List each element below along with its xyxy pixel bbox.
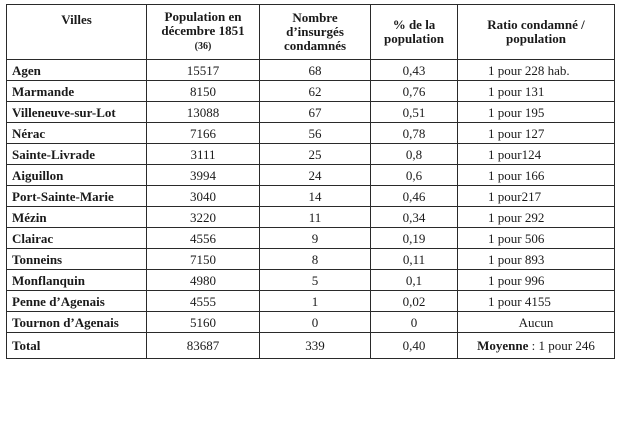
table-row [7, 186, 615, 207]
table-row [7, 228, 615, 249]
ratio-cell: 1 pour 292 [458, 207, 615, 228]
condemned-cell: 56 [260, 123, 371, 144]
percent-cell: 0,19 [371, 228, 458, 249]
ratio-cell: 1 pour 131 [458, 81, 615, 102]
ratio-cell: 1 pour217 [458, 186, 615, 207]
percent-cell: 0,8 [371, 144, 458, 165]
ratio-cell: 1 pour124 [458, 144, 615, 165]
insurgents-table [6, 4, 615, 359]
population-cell: 3994 [147, 165, 260, 186]
ratio-cell: 1 pour 228 hab. [458, 60, 615, 81]
town-cell: Villeneuve-sur-Lot [7, 102, 147, 123]
total-ratio-value: : 1 pour 246 [528, 338, 595, 353]
percent-cell: 0,1 [371, 270, 458, 291]
population-cell: 3040 [147, 186, 260, 207]
ratio-cell: Aucun [458, 312, 615, 333]
condemned-cell: 68 [260, 60, 371, 81]
population-cell: 5160 [147, 312, 260, 333]
header-insurgents: Nombre d’insurgés condamnés [260, 5, 371, 60]
town-cell: Monflanquin [7, 270, 147, 291]
condemned-cell: 5 [260, 270, 371, 291]
town-cell: Nérac [7, 123, 147, 144]
total-label: Total [7, 333, 147, 359]
header-town: Villes [7, 5, 147, 60]
population-cell: 3111 [147, 144, 260, 165]
percent-cell: 0,78 [371, 123, 458, 144]
population-cell: 7166 [147, 123, 260, 144]
table-row [7, 81, 615, 102]
percent-cell: 0,51 [371, 102, 458, 123]
town-cell: Sainte-Livrade [7, 144, 147, 165]
total-ratio [458, 333, 615, 359]
header-population-note: (36) [194, 41, 212, 52]
ratio-cell: 1 pour 996 [458, 270, 615, 291]
town-cell: Tournon d’Agenais [7, 312, 147, 333]
header-population [147, 5, 260, 60]
town-cell: Mézin [7, 207, 147, 228]
total-condemned: 339 [260, 333, 371, 359]
ratio-cell: 1 pour 127 [458, 123, 615, 144]
table-row [7, 60, 615, 81]
total-percent: 0,40 [371, 333, 458, 359]
table-row [7, 207, 615, 228]
table-row [7, 249, 615, 270]
total-population: 83687 [147, 333, 260, 359]
table-row [7, 102, 615, 123]
table-row [7, 270, 615, 291]
percent-cell: 0,43 [371, 60, 458, 81]
condemned-cell: 67 [260, 102, 371, 123]
population-cell: 13088 [147, 102, 260, 123]
town-cell: Clairac [7, 228, 147, 249]
header-population-label: Population en décembre 1851 [161, 9, 245, 38]
percent-cell: 0,34 [371, 207, 458, 228]
percent-cell: 0,46 [371, 186, 458, 207]
total-row [7, 333, 615, 359]
ratio-cell: 1 pour 195 [458, 102, 615, 123]
condemned-cell: 9 [260, 228, 371, 249]
total-ratio-label: Moyenne [477, 338, 529, 353]
table-row [7, 123, 615, 144]
percent-cell: 0 [371, 312, 458, 333]
condemned-cell: 24 [260, 165, 371, 186]
town-cell: Port-Sainte-Marie [7, 186, 147, 207]
town-cell: Aiguillon [7, 165, 147, 186]
condemned-cell: 11 [260, 207, 371, 228]
percent-cell: 0,02 [371, 291, 458, 312]
ratio-cell: 1 pour 4155 [458, 291, 615, 312]
percent-cell: 0,11 [371, 249, 458, 270]
percent-cell: 0,76 [371, 81, 458, 102]
condemned-cell: 14 [260, 186, 371, 207]
ratio-cell: 1 pour 893 [458, 249, 615, 270]
condemned-cell: 0 [260, 312, 371, 333]
condemned-cell: 1 [260, 291, 371, 312]
table-row [7, 144, 615, 165]
header-row [7, 5, 615, 60]
condemned-cell: 8 [260, 249, 371, 270]
town-cell: Marmande [7, 81, 147, 102]
population-cell: 15517 [147, 60, 260, 81]
town-cell: Tonneins [7, 249, 147, 270]
population-cell: 4556 [147, 228, 260, 249]
condemned-cell: 62 [260, 81, 371, 102]
ratio-cell: 1 pour 506 [458, 228, 615, 249]
condemned-cell: 25 [260, 144, 371, 165]
population-cell: 4555 [147, 291, 260, 312]
town-cell: Penne d’Agenais [7, 291, 147, 312]
town-cell: Agen [7, 60, 147, 81]
header-percent: % de la population [371, 5, 458, 60]
population-cell: 8150 [147, 81, 260, 102]
table-row [7, 165, 615, 186]
population-cell: 3220 [147, 207, 260, 228]
header-ratio: Ratio condamné / population [458, 5, 615, 60]
percent-cell: 0,6 [371, 165, 458, 186]
population-cell: 4980 [147, 270, 260, 291]
table-row [7, 291, 615, 312]
population-cell: 7150 [147, 249, 260, 270]
table-row [7, 312, 615, 333]
ratio-cell: 1 pour 166 [458, 165, 615, 186]
table-body [7, 60, 615, 333]
